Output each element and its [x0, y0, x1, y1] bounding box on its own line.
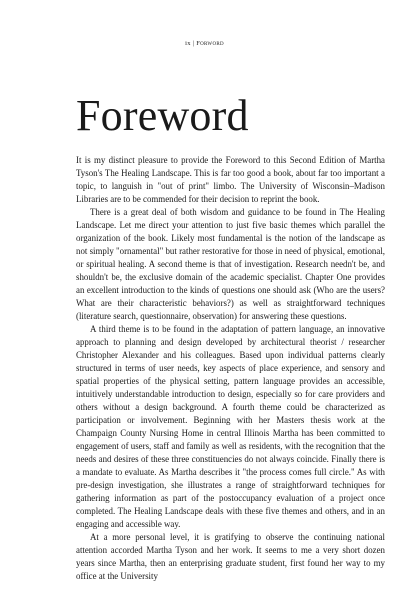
- chapter-title: Foreword: [76, 91, 249, 140]
- body-text: [76, 154, 385, 583]
- running-head: [0, 40, 409, 47]
- paragraph-2: There is a great deal of both wisdom and guidance to be found in The Healing Landscape. Let me direct your attention to just five basic themes which parallel the organization of the book. Likely most fundamental is the notion of the landscape as not simply "ornamental" but rather restorative for those in need of physical, emotional, or spiritual healing. A second theme is that of investigation. Research needn't be, and shouldn't be, the exclusive domain of the academic specialist. Chapter One provides an excellent introduction to the kinds of questions one should ask (Who are the users? What are their characteristic behaviors?) as well as straightforward techniques (literature search, questionnaire, observation) for answering these questions.: [76, 207, 385, 321]
- running-head-section: Forword: [196, 40, 224, 47]
- page-number: ix: [185, 40, 191, 47]
- paragraph-3: A third theme is to be found in the adaptation of pattern language, an innovative approach to planning and design developed by architectural theorist / researcher Christopher Alexander and his colleagues. Based upon individual patterns clearly structured in terms of user needs, key aspects of place experience, and sensory and spatial properties of the physical setting, pattern language provides an accessible, intuitively understandable introduction to design, especially so for care providers and others without a design background. A fourth theme could be characterized as participation or involvement. Beginning with her Masters thesis work at the Champaign County Nursing Home in central Illinois Martha has been committed to engagement of users, staff and family as well as residents, with the recognition that the needs and desires of these three constituencies do not always coincide. Finally there is a mandate to evaluate. As Martha describes it "the process comes full circle." As with pre-design investigation, she illustrates a range of straightforward techniques for gathering information as part of the postoccupancy evaluation of a project once completed. The Healing Landscape deals with these five themes and others, and in an engaging and accessible way.: [76, 324, 385, 529]
- running-head-separator: |: [192, 40, 195, 47]
- paragraph-4: At a more personal level, it is gratifying to observe the continuing national attention accorded Martha Tyson and her work. It seems to me a very short dozen years since Martha, then an enterprising graduate student, first found her way to my office at the University: [76, 532, 385, 581]
- paragraph-1: It is my distinct pleasure to provide the Foreword to this Second Edition of Martha Tyson's The Healing Landscape. This is far too good a book, about far too important a topic, to languish in "out of print" limbo. The University of Wisconsin–Madison Libraries are to be commended for their decision to reprint the book.: [76, 155, 385, 204]
